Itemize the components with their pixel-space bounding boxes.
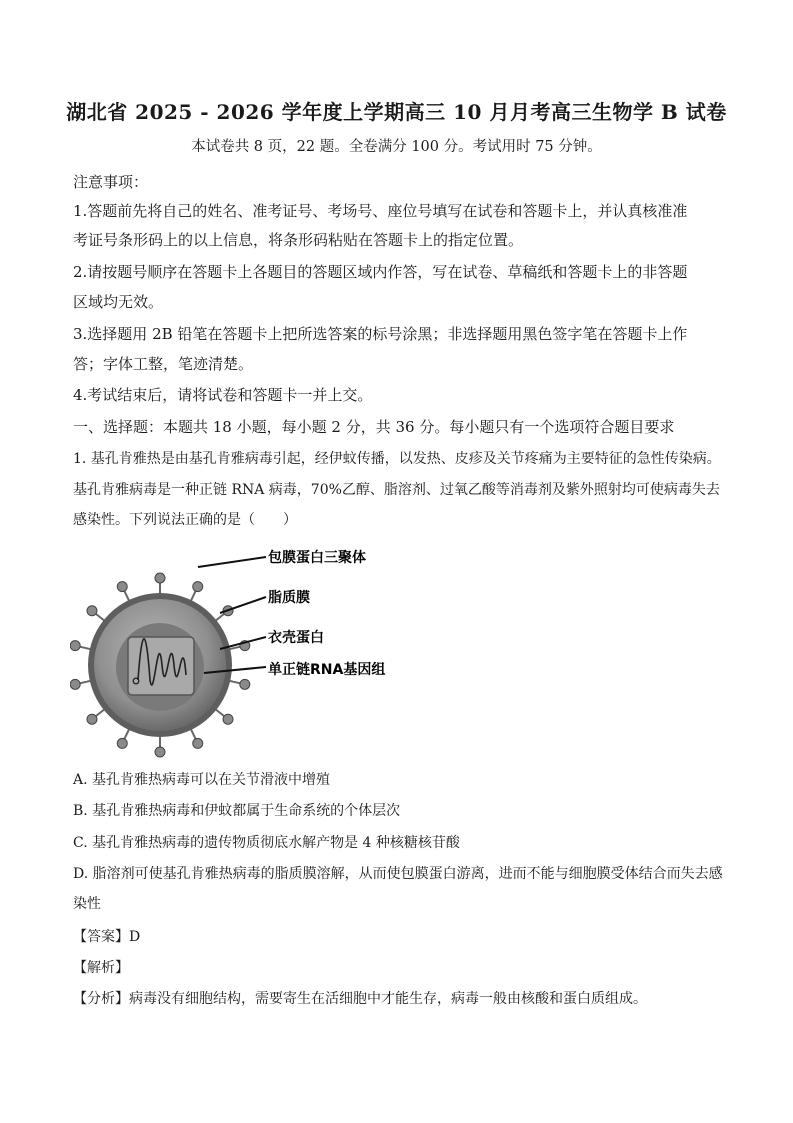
virus-structure-diagram (70, 545, 410, 760)
notice-line-1: 1.答题前先将自己的姓名、准考证号、考场号、座位号填写在试卷和答题卡上，并认真核准准 (73, 202, 688, 220)
spike-head (117, 738, 127, 748)
analysis-heading: 【解析】 (73, 960, 129, 976)
pointer-line-1 (198, 557, 266, 567)
label-rna-genome: 单正链RNA基因组 (268, 662, 386, 678)
spike-head (70, 679, 80, 689)
spike-head (155, 573, 165, 583)
option-a: A. 基孔肯雅热病毒可以在关节滑液中增殖 (73, 772, 331, 788)
label-lipid-membrane: 脂质膜 (268, 590, 310, 606)
spike-head (87, 606, 97, 616)
spike-head (223, 714, 233, 724)
notice-line-4: 区域均无效。 (73, 293, 164, 311)
spike-head (155, 747, 165, 757)
section-heading: 一、选择题：本题共 18 小题，每小题 2 分，共 36 分。每小题只有一个选项符合题目要求 (73, 418, 675, 436)
spike-head (193, 582, 203, 592)
spike-head (240, 679, 250, 689)
page-subtitle: 本试卷共 8 页，22 题。全卷满分 100 分。考试用时 75 分钟。 (191, 139, 602, 155)
option-c: C. 基孔肯雅热病毒的遗传物质彻底水解产物是 4 种核糖核苷酸 (73, 835, 460, 851)
pointer-line-2 (220, 597, 266, 613)
genome-box (128, 637, 194, 695)
spike-head (87, 714, 97, 724)
option-d-line-2: 染性 (73, 896, 101, 912)
label-capsid-protein: 衣壳蛋白 (268, 630, 324, 646)
notice-heading: 注意事项： (73, 173, 149, 191)
option-b: B. 基孔肯雅热病毒和伊蚊都属于生命系统的个体层次 (73, 803, 401, 819)
page-title: 湖北省 2025 - 2026 学年度上学期高三 10 月月考高三生物学 B 试卷 (66, 100, 727, 124)
notice-line-7: 4.考试结束后，请将试卷和答题卡一并上交。 (73, 386, 373, 404)
label-envelope-trimer: 包膜蛋白三聚体 (268, 550, 366, 566)
answer: 【答案】D (73, 929, 141, 945)
notice-line-5: 3.选择题用 2B 铅笔在答题卡上把所选答案的标号涂黑；非选择题用黑色签字笔在答题卡上作 (73, 325, 688, 343)
spike-head (193, 738, 203, 748)
notice-line-6: 答；字体工整，笔迹清楚。 (73, 355, 254, 373)
spike-head (117, 582, 127, 592)
question-1-stem-2: 基孔肯雅病毒是一种正链 RNA 病毒，70%乙醇、脂溶剂、过氧乙酸等消毒剂及紫外照射均可使病毒失去 (73, 482, 720, 498)
notice-line-2: 考证号条形码上的以上信息，将条形码粘贴在答题卡上的指定位置。 (73, 231, 524, 249)
analysis-text: 【分析】病毒没有细胞结构，需要寄生在活细胞中才能生存，病毒一般由核酸和蛋白质组成。 (73, 991, 647, 1007)
option-d-line-1: D. 脂溶剂可使基孔肯雅热病毒的脂质膜溶解，从而使包膜蛋白游离，进而不能与细胞膜受体结合而失去感 (73, 866, 723, 882)
question-1-stem-3: 感染性。下列说法正确的是（ ） (73, 512, 297, 528)
question-1-stem-1: 1. 基孔肯雅热是由基孔肯雅病毒引起，经伊蚊传播，以发热、皮疹及关节疼痛为主要特征的急性传染病。 (73, 451, 721, 467)
notice-line-3: 2.请按题号顺序在答题卡上各题目的答题区域内作答，写在试卷、草稿纸和答题卡上的非答题 (73, 263, 688, 281)
spike-head (70, 641, 80, 651)
